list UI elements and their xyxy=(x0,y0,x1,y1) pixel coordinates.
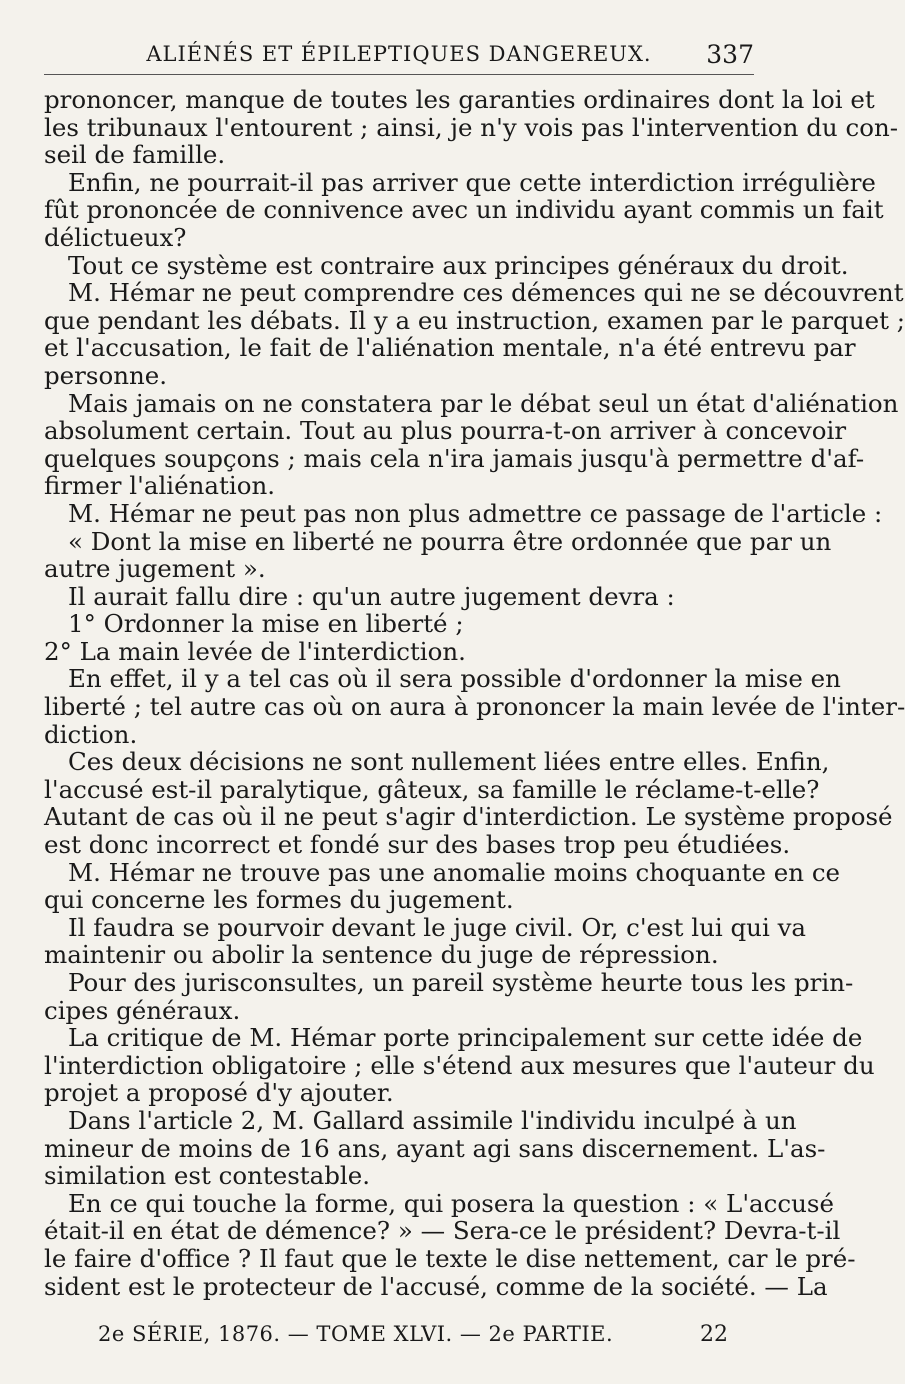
text-line: En ce qui touche la forme, qui posera la question : « L'accusé xyxy=(68,1188,834,1218)
text-line: liberté ; tel autre cas où on aura à prononcer la main levée de l'inter- xyxy=(44,692,905,722)
text-line: Mais jamais on ne constatera par le débat seul un état d'aliénation xyxy=(68,388,899,418)
text-line: autre jugement ». xyxy=(44,554,266,584)
text-line: était-il en état de démence? » — Sera-ce le président? Devra-t-il xyxy=(44,1216,841,1246)
text-line: quelques soupçons ; mais cela n'ira jamais jusqu'à permettre d'af- xyxy=(44,443,865,473)
text-line: mineur de moins de 16 ans, ayant agi sans discernement. L'as- xyxy=(44,1133,826,1163)
text-line: le faire d'office ? Il faut que le texte le dise nettement, car le pré- xyxy=(44,1243,856,1273)
page-header xyxy=(44,40,754,75)
text-line: et l'accusation, le fait de l'aliénation mentale, n'a été entrevu par xyxy=(44,333,856,363)
text-line: projet a proposé d'y ajouter. xyxy=(44,1078,394,1108)
text-line: fût prononcée de connivence avec un individu ayant commis un fait xyxy=(44,195,884,225)
signature-mark: 2e SÉRIE, 1876. — TOME XLVI. — 2e PARTIE. xyxy=(98,1322,614,1346)
text-line: délictueux? xyxy=(44,222,187,252)
text-line: 1° Ordonner la mise en liberté ; xyxy=(68,609,464,639)
text-line: prononcer, manque de toutes les garanties ordinaires dont la loi et xyxy=(44,85,875,114)
text-line: 2° La main levée de l'interdiction. xyxy=(44,636,466,666)
text-line: diction. xyxy=(44,719,138,749)
text-line: seil de famille. xyxy=(44,140,226,170)
text-line: Dans l'article 2, M. Gallard assimile l'individu inculpé à un xyxy=(68,1105,797,1135)
text-line: M. Hémar ne peut pas non plus admettre ce passage de l'article : xyxy=(68,498,883,528)
text-line: personne. xyxy=(44,360,168,390)
text-line: l'interdiction obligatoire ; elle s'étend aux mesures que l'auteur du xyxy=(44,1050,875,1080)
text-line: cipes généraux. xyxy=(44,995,241,1025)
text-line: que pendant les débats. Il y a eu instruction, examen par le parquet ; xyxy=(44,305,905,335)
text-line: maintenir ou abolir la sentence du juge de répression. xyxy=(44,940,719,970)
text-line: Enfin, ne pourrait-il pas arriver que cette interdiction irrégulière xyxy=(68,167,876,197)
running-title: ALIÉNÉS ET ÉPILEPTIQUES DANGEREUX. xyxy=(146,42,652,66)
page-number: 337 xyxy=(706,40,754,69)
text-line: absolument certain. Tout au plus pourra-t-on arriver à concevoir xyxy=(44,416,847,446)
sheet-number: 22 xyxy=(700,1322,728,1347)
text-line: M. Hémar ne peut comprendre ces démences qui ne se découvrent xyxy=(68,278,904,308)
text-line: similation est contestable. xyxy=(44,1161,371,1191)
text-line: qui concerne les formes du jugement. xyxy=(44,885,514,915)
text-line: Pour des jurisconsultes, un pareil système heurte tous les prin- xyxy=(68,968,854,997)
text-line: La critique de M. Hémar porte principalement sur cette idée de xyxy=(68,1023,863,1053)
text-line: Il aurait fallu dire : qu'un autre jugement devra : xyxy=(68,581,675,611)
text-line: est donc incorrect et fondé sur des bases trop peu étudiées. xyxy=(44,830,791,860)
text-line: firmer l'aliénation. xyxy=(44,471,276,501)
text-line: sident est le protecteur de l'accusé, comme de la société. — La xyxy=(44,1271,828,1301)
text-line: M. Hémar ne trouve pas une anomalie moins choquante en ce xyxy=(68,857,841,887)
text-line: Il faudra se pourvoir devant le juge civil. Or, c'est lui qui va xyxy=(68,912,807,942)
text-line: Tout ce système est contraire aux principes généraux du droit. xyxy=(68,250,849,280)
page-footer xyxy=(44,1322,754,1354)
text-line: Autant de cas où il ne peut s'agir d'interdiction. Le système proposé xyxy=(44,802,893,832)
body-text xyxy=(44,85,905,1301)
text-line: les tribunaux l'entourent ; ainsi, je n'y vois pas l'intervention du con- xyxy=(44,112,899,142)
text-line: « Dont la mise en liberté ne pourra être ordonnée que par un xyxy=(68,526,832,556)
text-line: l'accusé est-il paralytique, gâteux, sa famille le réclame-t-elle? xyxy=(44,774,820,804)
text-line: En effet, il y a tel cas où il sera possible d'ordonner la mise en xyxy=(68,664,841,694)
text-line: Ces deux décisions ne sont nullement liées entre elles. Enfin, xyxy=(68,747,830,777)
